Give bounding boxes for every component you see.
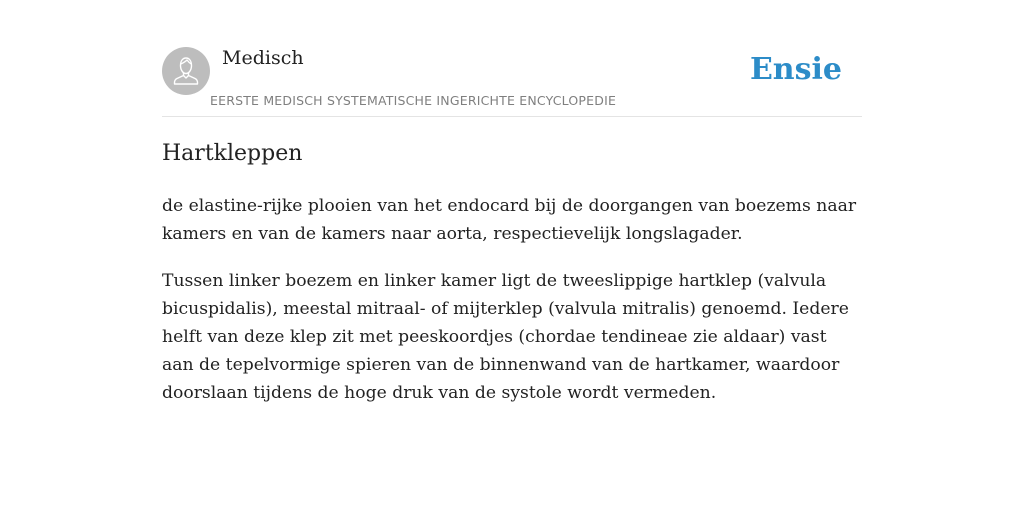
article-title: Hartkleppen	[162, 141, 303, 166]
header	[162, 0, 862, 117]
brand-logo[interactable]: Ensie	[749, 52, 842, 87]
source-subtitle: EERSTE MEDISCH SYSTEMATISCHE INGERICHTE ENCYCLOPEDIE	[210, 93, 617, 108]
source-name[interactable]: Medisch	[222, 47, 304, 69]
article-paragraph: de elastine-rijke plooien van het endocard bij de doorgangen van boezems naar kamers en van de kamers naar aorta, respectievelijk longslagader.	[162, 196, 857, 244]
avatar[interactable]	[162, 47, 210, 95]
user-icon	[162, 47, 210, 95]
article-paragraph: Tussen linker boezem en linker kamer ligt de tweeslippige hartklep (valvula bicuspidalis), meestal mitraal- of mijterklep (valvula mitralis) genoemd. Iedere helft van deze klep zit met peeskoordjes (chordae tendineae zie aldaar) vast aan de tepelvormige spieren van de binnenwand van de hartkamer, waardoor doorslaan tijdens de hoge druk van de systole wordt vermeden.	[162, 271, 849, 403]
article	[162, 138, 862, 407]
